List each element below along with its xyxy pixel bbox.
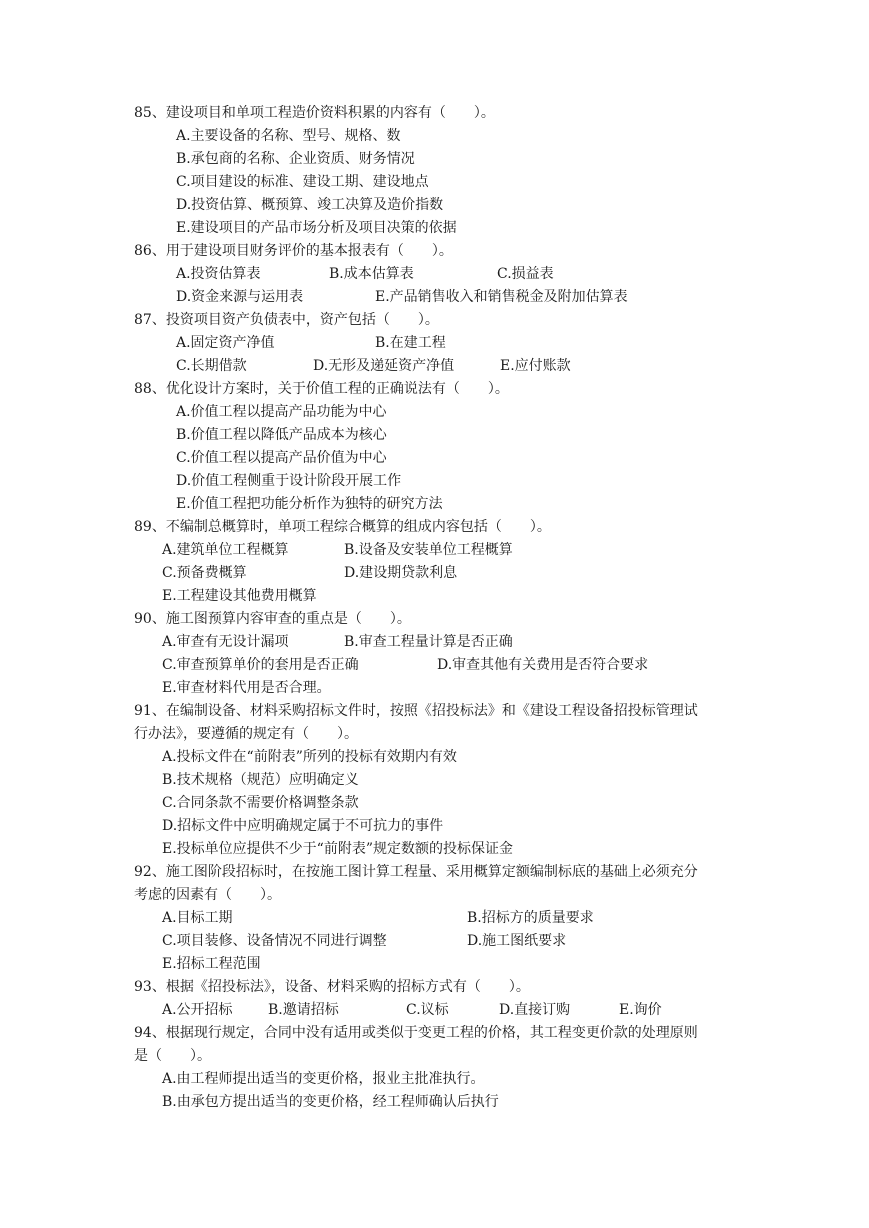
question-88-option-b: B.价值工程以降低产品成本为核心 xyxy=(176,427,387,443)
question-85-option-b: B.承包商的名称、企业资质、财务情况 xyxy=(176,151,415,167)
question-89-option-e: E.工程建设其他费用概算 xyxy=(162,588,317,604)
question-85-stem: 85、建设项目和单项工程造价资料积累的内容有（ ）。 xyxy=(134,105,495,121)
question-87-stem: 87、投资项目资产负债表中，资产包括（ ）。 xyxy=(134,312,439,328)
question-87-option-d: D.无形及递延资产净值 xyxy=(313,358,455,374)
question-87-option-c: C.长期借款 xyxy=(176,358,247,374)
question-94-option-b: B.由承包方提出适当的变更价格，经工程师确认后执行 xyxy=(162,1094,499,1110)
question-92-option-d: D.施工图纸要求 xyxy=(467,933,567,949)
question-90-option-e: E.审查材料代用是否合理。 xyxy=(162,680,331,696)
question-91-option-e: E.投标单位应提供不少于“前附表”规定数额的投标保证金 xyxy=(162,841,513,857)
question-93-option-d: D.直接订购 xyxy=(499,1002,571,1018)
question-93-option-a: A.公开招标 xyxy=(162,1002,233,1018)
question-93-stem: 93、根据《招投标法》，设备、材料采购的招标方式有（ ）。 xyxy=(134,979,530,995)
question-89-option-c: C.预备费概算 xyxy=(162,565,247,581)
question-93-option-c: C.议标 xyxy=(406,1002,449,1018)
question-85-option-e: E.建设项目的产品市场分析及项目决策的依据 xyxy=(176,220,457,236)
question-88-stem: 88、优化设计方案时，关于价值工程的正确说法有（ ）。 xyxy=(134,381,509,397)
question-91-option-a: A.投标文件在“前附表”所列的投标有效期内有效 xyxy=(162,749,457,765)
question-91-option-b: B.技术规格（规范）应明确定义 xyxy=(162,772,359,788)
question-85-option-d: D.投资估算、概预算、竣工决算及造价指数 xyxy=(176,197,444,213)
question-93-option-e: E.询价 xyxy=(619,1002,662,1018)
question-94-stem-line1: 94、根据现行规定，合同中没有适用或类似于变更工程的价格，其工程变更价款的处理原则 xyxy=(134,1025,698,1041)
question-89-stem: 89、不编制总概算时，单项工程综合概算的组成内容包括（ ）。 xyxy=(134,519,551,535)
question-86-option-b: B.成本估算表 xyxy=(329,266,414,282)
question-88-option-e: E.价值工程把功能分析作为独特的研究方法 xyxy=(176,496,443,512)
question-89-option-d: D.建设期贷款利息 xyxy=(344,565,458,581)
question-87-option-a: A.固定资产净值 xyxy=(176,335,275,351)
question-88-option-c: C.价值工程以提高产品价值为中心 xyxy=(176,450,387,466)
question-90-option-d: D.审查其他有关费用是否符合要求 xyxy=(437,657,649,673)
question-90-stem: 90、施工图预算内容审查的重点是（ ）。 xyxy=(134,611,411,627)
question-94-option-a: A.由工程师提出适当的变更价格，报业主批准执行。 xyxy=(162,1071,485,1087)
question-89-option-a: A.建筑单位工程概算 xyxy=(162,542,289,558)
question-86-option-d: D.资金来源与运用表 xyxy=(176,289,304,305)
question-92-stem-line2: 考虑的因素有（ ）。 xyxy=(134,887,281,903)
question-91-stem-line1: 91、在编制设备、材料采购招标文件时，按照《招投标法》和《建设工程设备招投标管理试 xyxy=(134,703,698,719)
question-90-option-c: C.审查预算单价的套用是否正确 xyxy=(162,657,359,673)
question-87-option-b: B.在建工程 xyxy=(375,335,446,351)
question-92-option-a: A.目标工期 xyxy=(162,910,233,926)
question-86-option-c: C.损益表 xyxy=(497,266,554,282)
question-90-option-a: A.审查有无设计漏项 xyxy=(162,634,289,650)
question-89-option-b: B.设备及安装单位工程概算 xyxy=(344,542,513,558)
question-92-stem-line1: 92、施工图阶段招标时，在按施工图计算工程量、采用概算定额编制标底的基础上必须充分 xyxy=(134,864,698,880)
question-85-option-a: A.主要设备的名称、型号、规格、数 xyxy=(176,128,401,144)
question-91-stem-line2: 行办法》，要遵循的规定有（ ）。 xyxy=(134,726,358,742)
question-88-option-d: D.价值工程侧重于设计阶段开展工作 xyxy=(176,473,402,489)
question-88-option-a: A.价值工程以提高产品功能为中心 xyxy=(176,404,387,420)
question-86-option-a: A.投资估算表 xyxy=(176,266,261,282)
question-94-stem-line2: 是（ ）。 xyxy=(134,1048,211,1064)
question-92-option-e: E.招标工程范围 xyxy=(162,956,261,972)
question-93-option-b: B.邀请招标 xyxy=(268,1002,339,1018)
question-91-option-c: C.合同条款不需要价格调整条款 xyxy=(162,795,359,811)
question-87-option-e: E.应付账款 xyxy=(500,358,571,374)
question-92-option-c: C.项目装修、设备情况不同进行调整 xyxy=(162,933,387,949)
question-90-option-b: B.审查工程量计算是否正确 xyxy=(344,634,513,650)
question-86-option-e: E.产品销售收入和销售税金及附加估算表 xyxy=(375,289,628,305)
question-92-option-b: B.招标方的质量要求 xyxy=(467,910,594,926)
question-91-option-d: D.招标文件中应明确规定属于不可抗力的事件 xyxy=(162,818,444,834)
question-86-stem: 86、用于建设项目财务评价的基本报表有（ ）。 xyxy=(134,243,453,259)
question-85-option-c: C.项目建设的标准、建设工期、建设地点 xyxy=(176,174,429,190)
